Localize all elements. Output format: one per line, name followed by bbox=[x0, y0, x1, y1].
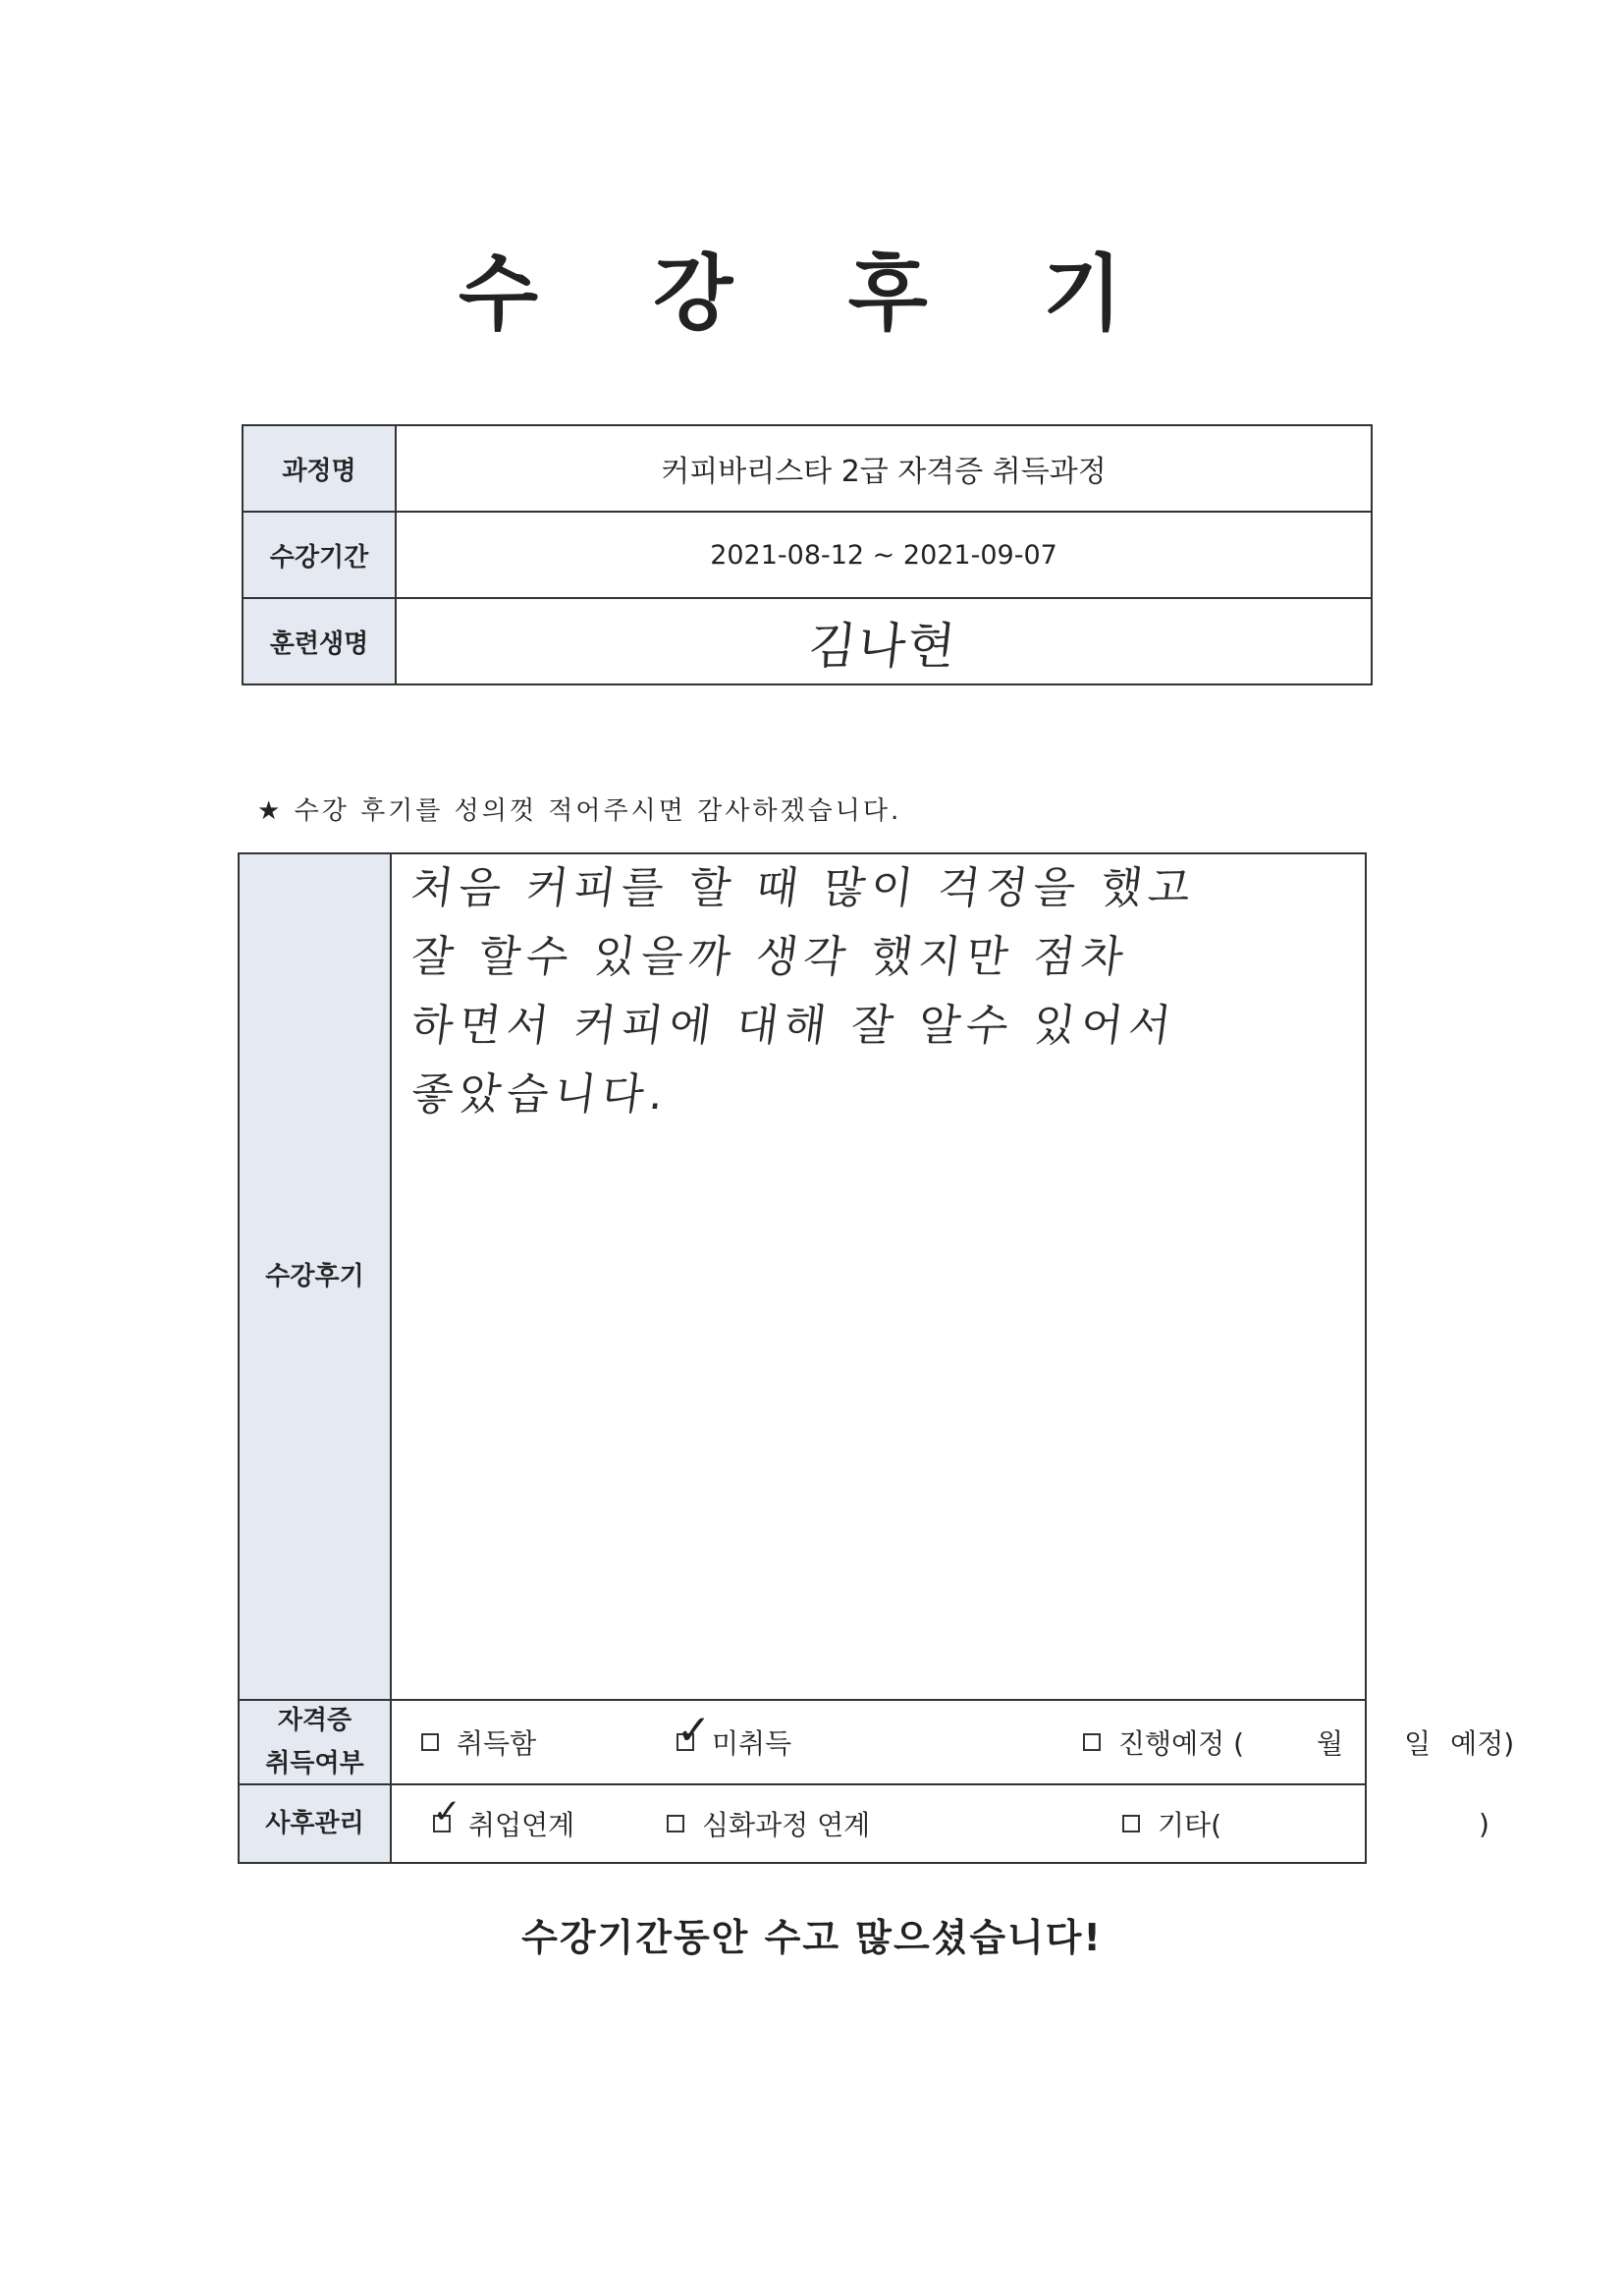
check-mark-icon: ✓ bbox=[677, 1706, 712, 1754]
review-line: 처음 커피를 할 때 많이 걱정을 했고 bbox=[407, 863, 1200, 913]
trainee-field bbox=[397, 599, 1371, 683]
option-other-label: 기타( bbox=[1158, 1809, 1222, 1841]
checkbox-checked[interactable] bbox=[677, 1706, 712, 1754]
period-label: 수강기간 bbox=[244, 513, 397, 597]
trainee-label: 훈련생명 bbox=[244, 599, 397, 683]
review-handwritten-text bbox=[407, 854, 1200, 1129]
course-value: 커피바리스타 2급 자격증 취득과정 bbox=[661, 455, 1107, 489]
checkbox-empty[interactable] bbox=[1122, 1815, 1140, 1832]
option-advanced-label: 심화과정 연계 bbox=[702, 1809, 871, 1841]
option-planned-label: 진행예정 ( bbox=[1118, 1727, 1245, 1760]
checkbox-empty[interactable] bbox=[1083, 1733, 1101, 1751]
option-other-close: ) bbox=[1479, 1807, 1489, 1840]
checkbox-checked[interactable] bbox=[433, 1792, 461, 1832]
period-row bbox=[244, 513, 1371, 599]
option-acquired[interactable] bbox=[421, 1701, 536, 1783]
trainee-row bbox=[244, 599, 1371, 683]
review-row bbox=[240, 854, 1365, 1701]
review-table bbox=[238, 852, 1515, 1864]
option-advanced[interactable] bbox=[667, 1785, 870, 1862]
review-line: 하면서 커피에 대해 잘 알수 있어서 bbox=[407, 1001, 1180, 1051]
option-not-acquired[interactable] bbox=[677, 1701, 791, 1783]
option-job-label: 취업연계 bbox=[468, 1809, 575, 1841]
certificate-label bbox=[240, 1701, 392, 1783]
month-unit: 월 bbox=[1317, 1727, 1344, 1760]
certificate-label-line2: 취득여부 bbox=[265, 1749, 364, 1778]
review-label: 수강후기 bbox=[240, 854, 392, 1699]
checkbox-empty[interactable] bbox=[667, 1815, 684, 1832]
option-other[interactable] bbox=[1122, 1785, 1489, 1862]
certificate-options bbox=[392, 1701, 1515, 1783]
check-mark-icon: ✓ bbox=[433, 1792, 461, 1831]
option-planned[interactable] bbox=[1083, 1701, 1514, 1783]
day-unit: 일 bbox=[1404, 1727, 1432, 1760]
course-info-table bbox=[242, 424, 1373, 685]
followup-options bbox=[392, 1785, 1489, 1862]
option-not-acquired-label: 미취득 bbox=[712, 1727, 792, 1760]
review-line: 잘 할수 있을까 생각 했지만 점차 bbox=[407, 932, 1132, 982]
option-job[interactable] bbox=[433, 1785, 574, 1862]
review-text-area bbox=[392, 854, 1365, 1699]
followup-row bbox=[240, 1785, 1489, 1862]
certificate-row bbox=[240, 1701, 1515, 1785]
trainee-name-handwritten: 김나현 bbox=[805, 618, 960, 675]
course-row bbox=[244, 426, 1371, 513]
period-value: 2021-08-12 ~ 2021-09-07 bbox=[710, 539, 1057, 571]
planned-suffix: 예정) bbox=[1450, 1727, 1515, 1760]
followup-label: 사후관리 bbox=[240, 1785, 392, 1862]
certificate-label-line1: 자격증 bbox=[277, 1706, 352, 1735]
page-title: 수 강 후 기 bbox=[458, 246, 1166, 342]
instruction-note: ★ 수강 후기를 성의껏 적어주시면 감사하겠습니다. bbox=[257, 796, 902, 826]
option-acquired-label: 취득함 bbox=[457, 1727, 537, 1760]
closing-message: 수강기간동안 수고 많으셨습니다! bbox=[521, 1916, 1103, 1959]
review-line: 좋았습니다. bbox=[407, 1069, 673, 1120]
checkbox-empty[interactable] bbox=[421, 1733, 439, 1751]
course-label: 과정명 bbox=[244, 426, 397, 511]
